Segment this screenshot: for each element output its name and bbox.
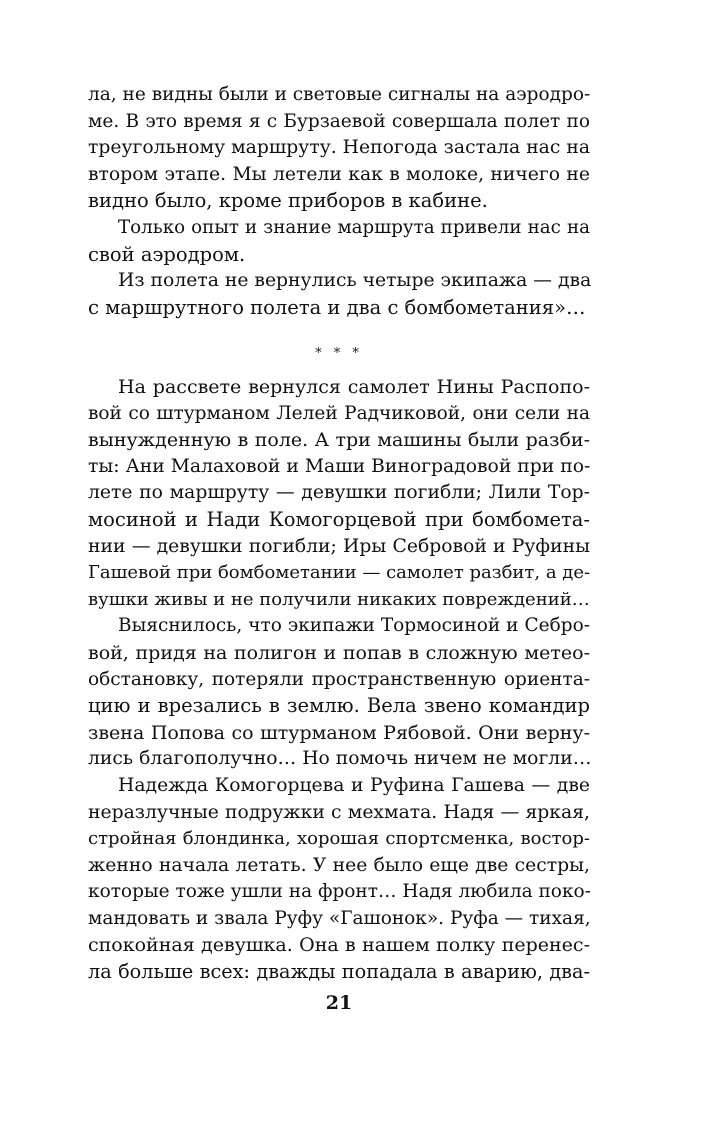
text-line: Гашевой при бомбометании — самолет разбит, а де- <box>88 562 591 584</box>
text-line: ла, не видны были и световые сигналы на аэродро- <box>88 84 591 105</box>
text-line: ме. В это время я с Бурзаевой совершала полет по <box>88 110 590 132</box>
text-line: ты: Ани Малаховой и Маши Виноградовой при по- <box>88 455 591 477</box>
text-line: вушки живы и не получили никаких повреждений… <box>88 588 590 610</box>
text-line: мосиной и Нади Комогорцевой при бомбомета- <box>88 507 590 531</box>
section-separator: * * * <box>315 346 363 361</box>
text-line: с маршрутного полета и два с бомбометания»… <box>88 295 586 319</box>
text-line: вой со штурманом Лелей Радчиковой, они сели на <box>88 402 590 424</box>
text-line: стройная блондинка, хорошая спортсменка, востор- <box>88 828 590 850</box>
text-line: вынужденную в поле. А три машины были разби- <box>88 429 590 452</box>
text-line: лись благополучно… Но помочь ничем не могли… <box>88 748 592 770</box>
text-line: цию и врезались в землю. Вела звено командир <box>88 694 590 718</box>
text-line: втором этапе. Мы летели как в молоке, ничего не <box>88 163 590 185</box>
paragraph-1 <box>88 82 590 215</box>
text-line: обстановку, потеряли пространственную ориента- <box>88 668 590 690</box>
text-line: ла больше всех: дважды попадала в аварию, два- <box>88 960 590 984</box>
text-line: лете по маршруту — девушки погибли; Лили Тор- <box>88 482 590 504</box>
text-line: вой, придя на полигон и попав в сложную метео- <box>88 641 590 664</box>
text-line: Надежда Комогорцева и Руфина Гашева — две <box>118 774 590 796</box>
text-line: спокойная девушка. Она в нашем полку перенес- <box>88 934 590 957</box>
text-line: видно было, кроме приборов в кабине. <box>88 189 488 213</box>
text-line: Из полета не вернулись четыре экипажа — два <box>118 270 592 292</box>
text-line: женно начала летать. У нее было еще две сестры, <box>88 854 590 876</box>
page-number: 21 <box>325 992 353 1014</box>
paragraph-6 <box>88 773 590 986</box>
paragraph-2 <box>88 215 590 268</box>
text-line: неразлучные подружки с мехмата. Надя — яркая, <box>88 801 590 823</box>
page-text-block <box>88 82 590 321</box>
text-line: которые тоже ушли на фронт… Надя любила поко- <box>88 881 591 903</box>
paragraph-4 <box>88 374 590 613</box>
text-line: На рассвете вернулся самолет Нины Распопо- <box>118 376 590 398</box>
text-line: свой аэродром. <box>88 242 246 266</box>
text-line: мандовать и звала Руфу «Гашонок». Руфа — тихая, <box>88 907 591 929</box>
text-line: Выяснилось, что экипажи Тормосиной и Себро- <box>118 615 590 637</box>
text-line: звена Попова со штурманом Рябовой. Они верну- <box>88 721 590 744</box>
paragraph-3 <box>88 268 590 321</box>
text-line: нии — девушки погибли; Иры Себровой и Руфины <box>88 535 590 557</box>
page-text-block-2 <box>88 374 590 986</box>
paragraph-5 <box>88 613 590 773</box>
text-line: Только опыт и знание маршрута привели нас на <box>118 216 590 238</box>
text-line: треугольному маршруту. Непогода застала нас на <box>88 137 591 159</box>
